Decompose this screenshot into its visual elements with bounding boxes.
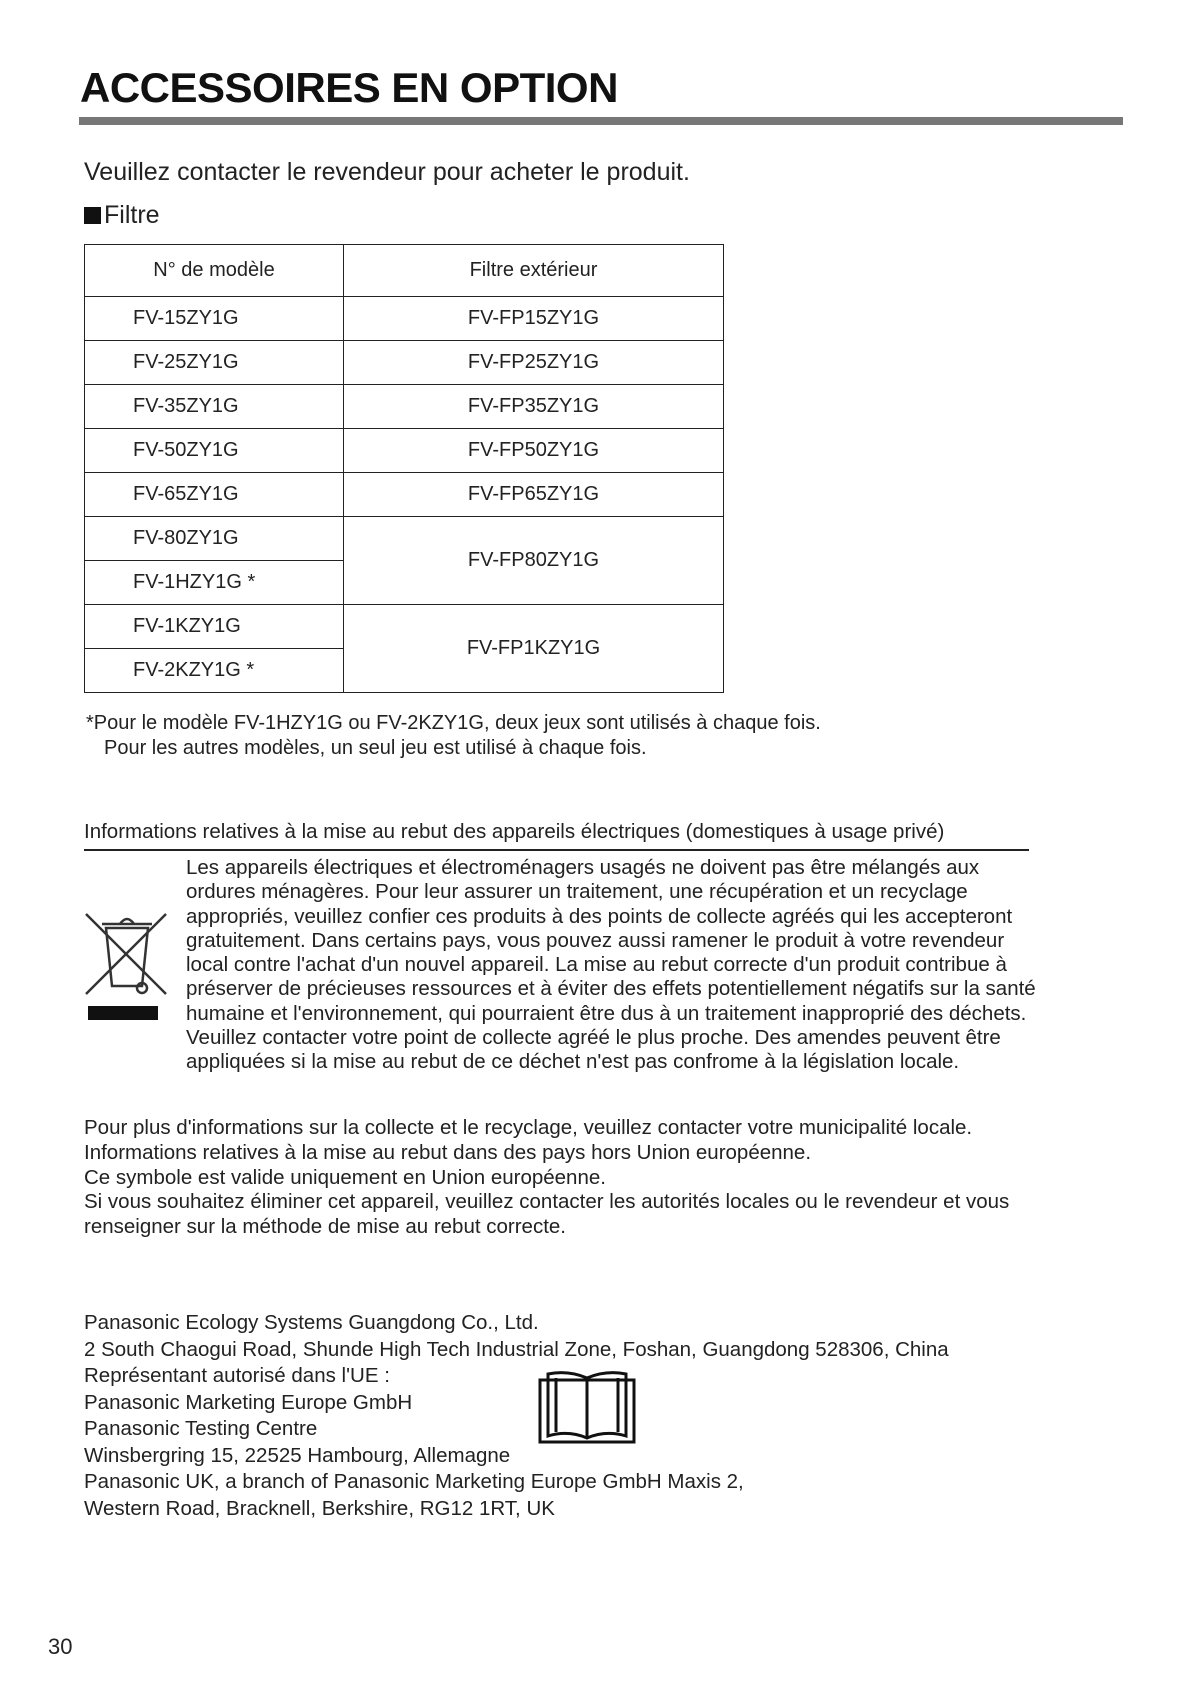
filter-heading-label: Filtre (104, 201, 160, 229)
header-model: N° de modèle (85, 245, 344, 297)
page-number: 30 (48, 1634, 73, 1659)
address-line: 2 South Chaogui Road, Shunde High Tech Industrial Zone, Foshan, Guangdong 528306, China (84, 1337, 949, 1361)
model-cell: FV-15ZY1G (85, 297, 344, 341)
model-cell: FV-35ZY1G (85, 385, 344, 429)
body-line: Les appareils électriques et électroménagers usagés ne doivent pas être mélangés aux (186, 856, 980, 879)
table-row (85, 517, 724, 561)
model-cell: FV-1KZY1G (85, 605, 344, 649)
filter-cell: FV-FP15ZY1G (344, 297, 724, 341)
body-line: humaine et l'environnement, qui pourraient être dus à un traitement inapproprié des déchets. (186, 1001, 1027, 1025)
info-line: renseigner sur la méthode de mise au rebut correcte. (84, 1215, 567, 1239)
body-line: gratuitement. Dans certains pays, vous pouvez aussi ramener le produit à votre revendeur (186, 928, 1005, 952)
body-line: Veuillez contacter votre point de collecte agréé le plus proche. Des amendes peuvent être (186, 1026, 1001, 1050)
filter-cell: FV-FP35ZY1G (344, 385, 724, 429)
address-line: Panasonic UK, a branch of Panasonic Marketing Europe GmbH Maxis 2, (84, 1470, 744, 1493)
filter-heading (84, 201, 160, 230)
disposal-heading: Informations relatives à la mise au rebut des appareils électriques (domestiques à usage privé) (84, 820, 945, 843)
model-cell: FV-25ZY1G (85, 341, 344, 385)
model-cell: FV-50ZY1G (85, 429, 344, 473)
address-line: Winsbergring 15, 22525 Hambourg, Allemagne (84, 1443, 511, 1467)
body-line: appropriés, veuillez confier ces produits à des points de collecte agréés qui les accepteront (186, 904, 1013, 928)
title-rule (79, 117, 1123, 125)
model-cell: FV-65ZY1G (85, 473, 344, 517)
filter-cell: FV-FP80ZY1G (344, 517, 724, 605)
address-line: Panasonic Testing Centre (84, 1417, 318, 1440)
body-line: ordures ménagères. Pour leur assurer un traitement, une récupération et un recyclage (186, 880, 968, 904)
intro-text: Veuillez contacter le revendeur pour acheter le produit. (84, 158, 690, 186)
read-manual-book-icon (538, 1370, 636, 1444)
info-line: Pour plus d'informations sur la collecte et le recyclage, veuillez contacter votre municipalité locale. (84, 1116, 973, 1139)
filter-cell: FV-FP1KZY1G (344, 605, 724, 693)
table-row (85, 429, 724, 473)
body-line: local contre l'achat d'un nouvel appareil. La mise au rebut correcte d'un produit contribue à (186, 953, 1007, 977)
table-row (85, 473, 724, 517)
address-line: Représentant autorisé dans l'UE : (84, 1364, 390, 1387)
filter-table (84, 244, 724, 693)
model-cell: FV-80ZY1G (85, 517, 344, 561)
table-row (85, 341, 724, 385)
info-line: Ce symbole est valide uniquement en Union européenne. (84, 1165, 606, 1189)
table-row (85, 605, 724, 649)
table-row (85, 385, 724, 429)
square-bullet-icon (84, 207, 101, 224)
footnote-line: *Pour le modèle FV-1HZY1G ou FV-2KZY1G, deux jeux sont utilisés à chaque fois. (86, 712, 821, 734)
address-line: Panasonic Ecology Systems Guangdong Co., Ltd. (84, 1311, 539, 1334)
heading-underline (84, 849, 1029, 851)
filter-cell: FV-FP65ZY1G (344, 473, 724, 517)
model-cell: FV-1HZY1G * (85, 561, 344, 605)
header-filter: Filtre extérieur (344, 245, 724, 297)
body-line: appliquées si la mise au rebut de ce déchet n'est pas confrome à la législation locale. (186, 1050, 960, 1074)
body-line: préserver de précieuses ressources et à éviter des effets potentiellement négatifs sur la santé (186, 977, 1036, 1001)
filter-cell: FV-FP50ZY1G (344, 429, 724, 473)
weee-crossed-bin-icon (84, 906, 170, 1028)
footnote-line: Pour les autres modèles, un seul jeu est utilisé à chaque fois. (104, 737, 647, 759)
disposal-body (186, 856, 1036, 1075)
address-line: Panasonic Marketing Europe GmbH (84, 1390, 413, 1414)
table-header-row (85, 245, 724, 297)
more-info (84, 1116, 1009, 1240)
info-line: Si vous souhaitez éliminer cet appareil, veuillez contacter les autorités locales ou le revendeur et vous (84, 1190, 1010, 1214)
table-row (85, 297, 724, 341)
page-title: ACCESSOIRES EN OPTION (80, 64, 618, 111)
model-cell: FV-2KZY1G * (85, 649, 344, 693)
address-line: Western Road, Bracknell, Berkshire, RG12 1RT, UK (84, 1496, 555, 1520)
info-line: Informations relatives à la mise au rebut dans des pays hors Union européenne. (84, 1140, 812, 1164)
manufacturer-info (84, 1310, 949, 1522)
filter-cell: FV-FP25ZY1G (344, 341, 724, 385)
